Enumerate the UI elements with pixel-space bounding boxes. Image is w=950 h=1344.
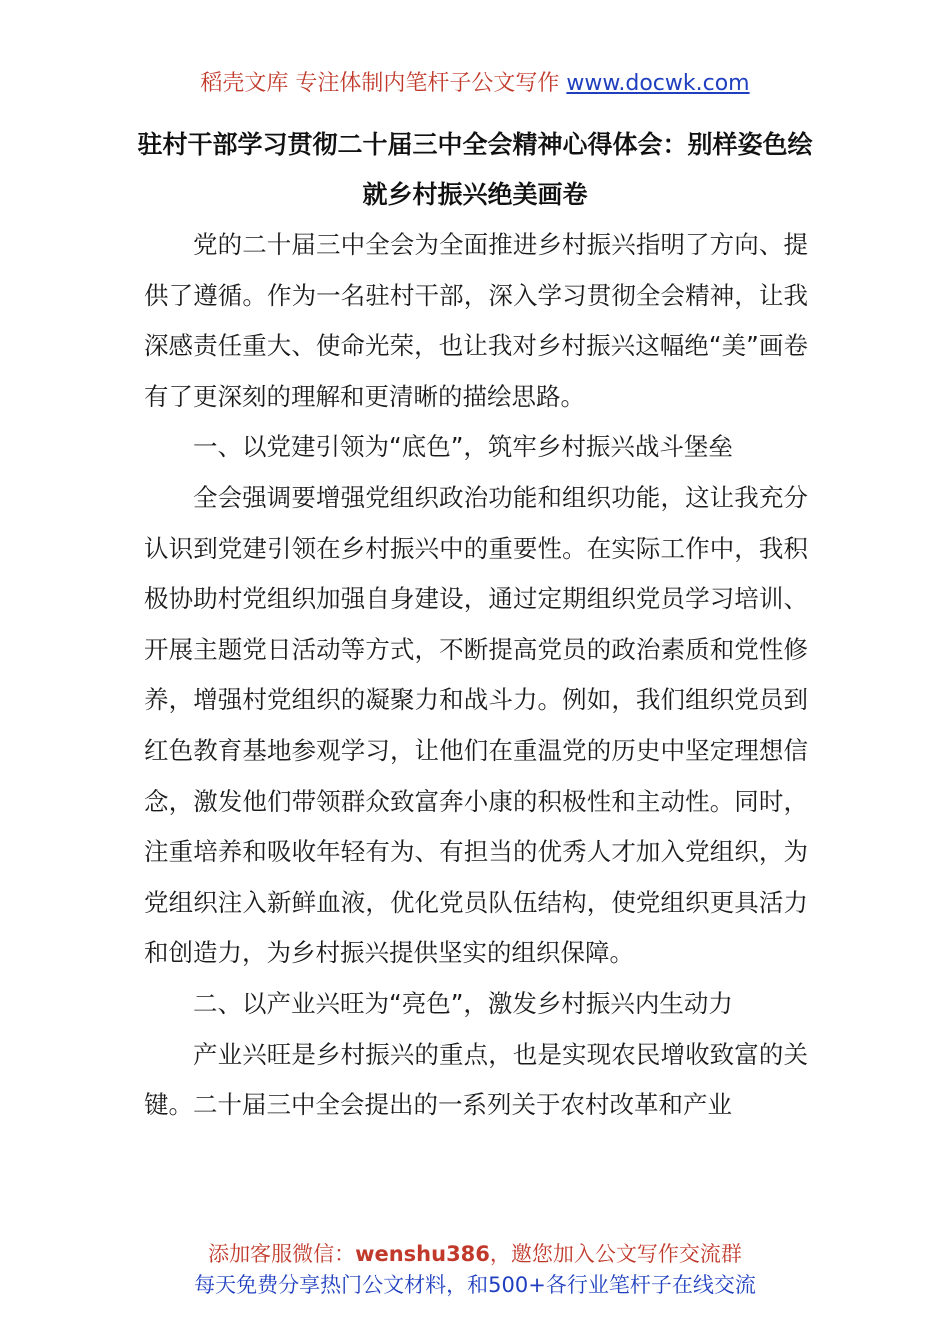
document-body bbox=[144, 220, 808, 1131]
footer-promo bbox=[0, 1239, 950, 1301]
brand-text: 稻壳文库 专注体制内笔杆子公文写作 bbox=[200, 71, 567, 96]
paragraph-section-2: 产业兴旺是乡村振兴的重点，也是实现农民增收致富的关键。二十届三中全会提出的一系列关于农村改革和产业 bbox=[144, 1039, 808, 1120]
wechat-id: wenshu386 bbox=[355, 1242, 490, 1266]
paragraph-section-1: 全会强调要增强党组织政治功能和组织功能，这让我充分认识到党建引领在乡村振兴中的重要性。在实际工作中，我积极协助村党组织加强自身建设，通过定期组织党员学习培训、开展主题党日活动等方式，不断提高党员的政治素质和党性修养，增强村党组织的凝聚力和战斗力。例如，我们组织党员到红色教育基地参观学习，让他们在重温党的历史中坚定理想信念，激发他们带领群众致富奔小康的积极性和主动性。同时，注重培养和吸收年轻有为、有担当的优秀人才加入党组织，为党组织注入新鲜血液，优化党员队伍结构，使党组织更具活力和创造力，为乡村振兴提供坚实的组织保障。 bbox=[144, 482, 808, 968]
site-link[interactable]: www.docwk.com bbox=[566, 71, 750, 96]
footer-line-contact: 添加客服微信：wenshu386，邀您加入公文写作交流群 bbox=[208, 1242, 742, 1266]
header-banner bbox=[0, 68, 950, 100]
footer-line-share: 每天免费分享热门公文材料，和500+各行业笔杆子在线交流 bbox=[194, 1273, 756, 1297]
section-heading-1: 一、以党建引领为“底色”，筑牢乡村振兴战斗堡垒 bbox=[193, 432, 733, 462]
paragraph-intro: 党的二十届三中全会为全面推进乡村振兴指明了方向、提供了遵循。作为一名驻村干部，深入学习贯彻全会精神，让我深感责任重大、使命光荣，也让我对乡村振兴这幅绝“美”画卷有了更深刻的理解和更清晰的描绘思路。 bbox=[144, 230, 808, 411]
section-heading-2: 二、以产业兴旺为“亮色”，激发乡村振兴内生动力 bbox=[193, 988, 733, 1018]
document-title: 驻村干部学习贯彻二十届三中全会精神心得体会：别样姿色绘就乡村振兴绝美画卷 bbox=[137, 130, 813, 209]
